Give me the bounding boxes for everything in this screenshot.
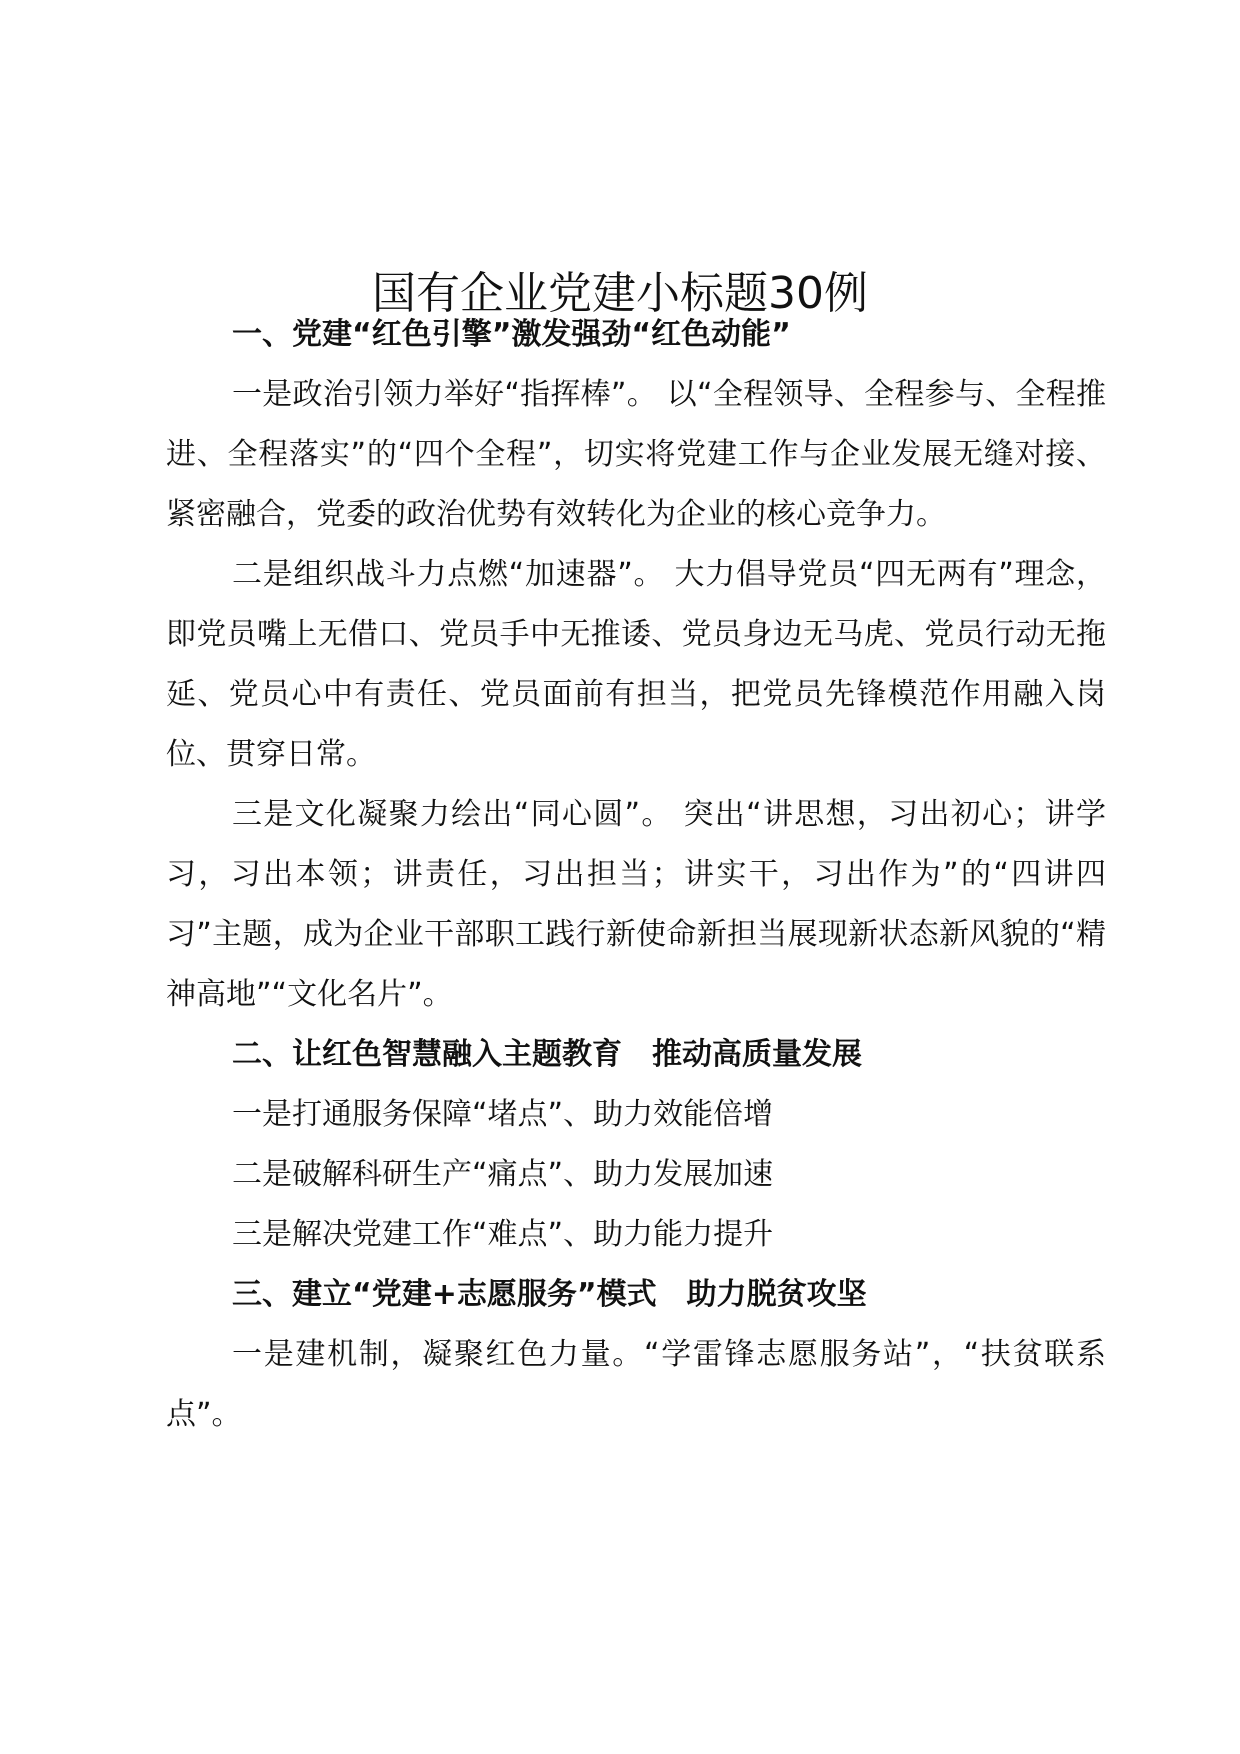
document-body bbox=[166, 305, 1106, 1445]
page-title: 国有企业党建小标题30例 bbox=[372, 268, 868, 320]
section-heading-3: 三、建立“党建+志愿服务”模式 助力脱贫攻坚 bbox=[232, 1277, 867, 1312]
paragraph-2-1: 一是打通服务保障“堵点”、助力效能倍增 bbox=[232, 1097, 774, 1132]
paragraph-2-3: 三是解决党建工作“难点”、助力能力提升 bbox=[232, 1217, 774, 1252]
paragraph-1-1: 一是政治引领力举好“指挥棒”。 以“全程领导、全程参与、全程推进、全程落实”的“四个全程”，切实将党建工作与企业发展无缝对接、紧密融合，党委的政治优势有效转化为企业的核心竞争力。 bbox=[166, 377, 1106, 532]
paragraph-3-1: 一是建机制，凝聚红色力量。“学雷锋志愿服务站”，“扶贫联系点”。 bbox=[166, 1337, 1106, 1432]
section-heading-1: 一、党建“红色引擎”激发强劲“红色动能” bbox=[232, 317, 791, 352]
paragraph-2-2: 二是破解科研生产“痛点”、助力发展加速 bbox=[232, 1157, 774, 1192]
paragraph-1-3: 三是文化凝聚力绘出“同心圆”。 突出“讲思想，习出初心；讲学习，习出本领；讲责任，习出担当；讲实干，习出作为”的“四讲四习”主题，成为企业干部职工践行新使命新担当展现新状态新风貌的“精神高地”“文化名片”。 bbox=[166, 797, 1106, 1012]
section-heading-2: 二、让红色智慧融入主题教育 推动高质量发展 bbox=[232, 1037, 862, 1072]
paragraph-1-2: 二是组织战斗力点燃“加速器”。 大力倡导党员“四无两有”理念，即党员嘴上无借口、党员手中无推诿、党员身边无马虎、党员行动无拖延、党员心中有责任、党员面前有担当，把党员先锋模范作用融入岗位、贯穿日常。 bbox=[166, 557, 1106, 772]
